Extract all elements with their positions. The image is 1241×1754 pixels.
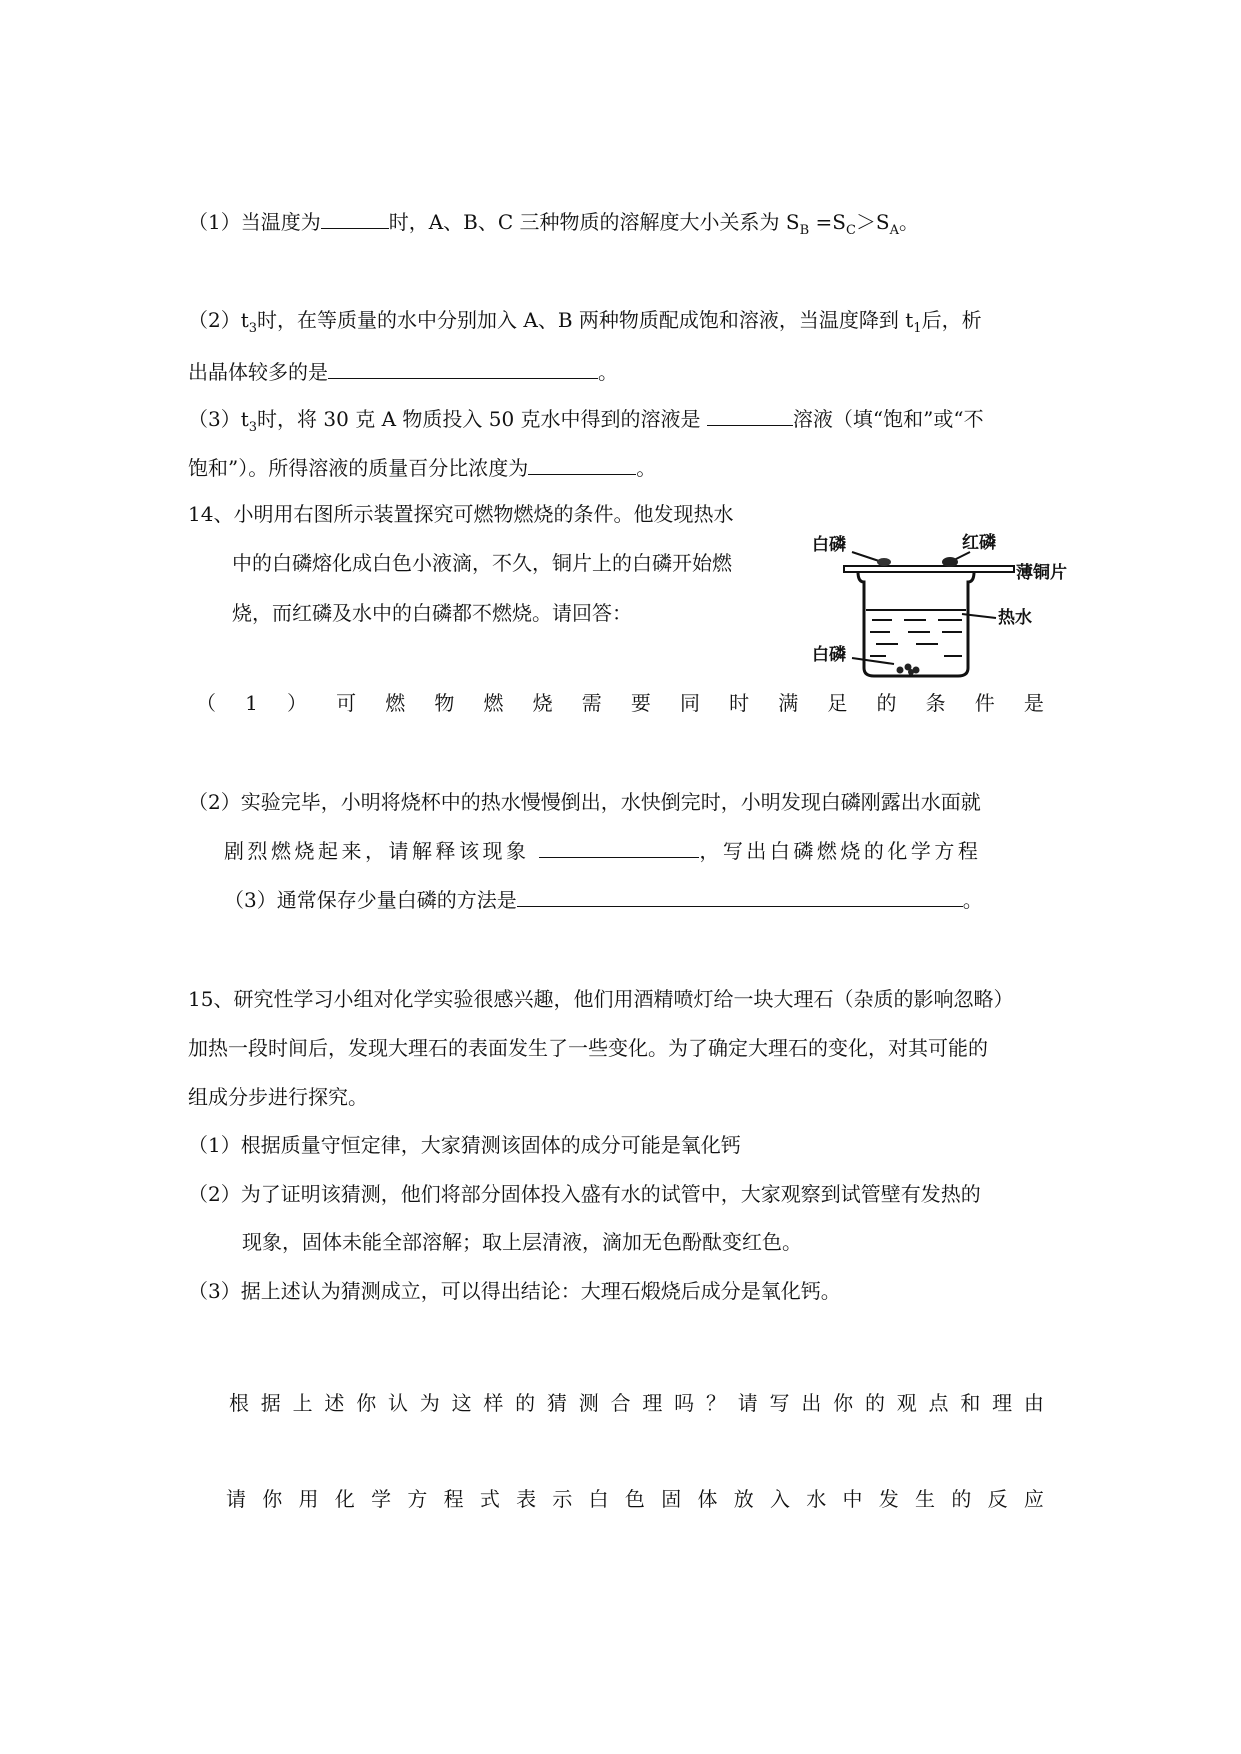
spread-char: 色 bbox=[624, 1487, 645, 1511]
q15-step3-text: （3）据上述认为猜测成立，可以得出结论：大理石煅烧后成分是氧化钙。 bbox=[188, 1279, 841, 1303]
q14-part3-text-end: 。 bbox=[962, 888, 983, 912]
q14-part1 bbox=[196, 689, 1044, 717]
white-phosphorus-on-sheet bbox=[877, 558, 891, 566]
spread-char: 需 bbox=[581, 691, 602, 715]
q13-part1-text-a: （1）当温度为 bbox=[188, 210, 321, 234]
q15-question-reasonable bbox=[229, 1389, 1044, 1417]
q13-part1-sub-c: C bbox=[845, 223, 856, 238]
spread-char: 固 bbox=[661, 1487, 682, 1511]
q13-part3-text-b: 时，将 30 克 A 物质投入 50 克水中得到的溶液是 bbox=[257, 407, 707, 431]
water-lines bbox=[866, 610, 966, 656]
spread-char: 请 bbox=[737, 1391, 758, 1415]
spread-char: ？ bbox=[705, 1391, 726, 1415]
spread-char: 请 bbox=[226, 1487, 246, 1511]
q13-part2-sub-t1: 1 bbox=[913, 321, 922, 336]
q14-part3-text: （3）通常保存少量白磷的方法是 bbox=[224, 888, 517, 912]
spread-char: 述 bbox=[324, 1391, 345, 1415]
q14-part2-text-2b: ，写出白磷燃烧的化学方程 bbox=[699, 839, 982, 863]
q13-part3-text-end: 。 bbox=[636, 456, 657, 480]
spread-char: 是 bbox=[1023, 691, 1044, 715]
q13-part2-text-end: 。 bbox=[598, 360, 618, 384]
spread-char: 和 bbox=[960, 1391, 981, 1415]
q15-step2-text-2: 现象，固体未能全部溶解；取上层清液，滴加无色酚酞变红色。 bbox=[242, 1230, 802, 1254]
q14-part3 bbox=[224, 886, 983, 914]
red-phosphorus bbox=[942, 557, 958, 567]
q13-part3-text-c: 溶液（填“饱和”或“不 bbox=[792, 407, 984, 431]
q15-intro-text-3: 组成分步进行探究。 bbox=[188, 1085, 368, 1109]
q15-intro-line3 bbox=[188, 1083, 368, 1111]
spread-char: ） bbox=[286, 691, 307, 715]
spread-char: 点 bbox=[928, 1391, 949, 1415]
q13-part3-line1 bbox=[188, 405, 984, 433]
spread-char: 反 bbox=[987, 1487, 1008, 1511]
spread-char: 根 bbox=[229, 1391, 249, 1415]
spread-char: 出 bbox=[801, 1391, 822, 1415]
spread-char: 件 bbox=[974, 691, 995, 715]
q14-intro-text-2: 中的白磷熔化成白色小液滴，不久，铜片上的白磷开始燃 bbox=[232, 551, 732, 575]
q15-step2-text-1: （2）为了证明该猜测，他们将部分固体投入盛有水的试管中，大家观察到试管壁有发热的 bbox=[188, 1182, 981, 1206]
spread-char: 放 bbox=[733, 1487, 754, 1511]
q13-part2-text-b: 时，在等质量的水中分别加入 A、B 两种物质配成饱和溶液，当温度降到 t bbox=[257, 308, 914, 332]
spread-char: 发 bbox=[878, 1487, 899, 1511]
leader-white-bottom bbox=[852, 658, 894, 664]
q15-step1-text: （1）根据质量守恒定律，大家猜测该固体的成分可能是氧化钙 bbox=[188, 1133, 741, 1157]
label-white-phosphorus-top: 白磷 bbox=[812, 535, 846, 555]
q13-part2-text-line2: 出晶体较多的是 bbox=[188, 360, 328, 384]
q15-question-equation bbox=[226, 1485, 1044, 1513]
q13-part2-text-c: 后，析 bbox=[921, 308, 982, 332]
spread-char: 由 bbox=[1023, 1391, 1044, 1415]
spread-char: 化 bbox=[334, 1487, 355, 1511]
spread-char: 满 bbox=[778, 691, 799, 715]
spread-char: 足 bbox=[827, 691, 848, 715]
q14-intro-text-3: 烧，而红磷及水中的白磷都不燃烧。请回答： bbox=[232, 601, 632, 625]
copper-sheet bbox=[844, 566, 1014, 572]
spread-char: 体 bbox=[697, 1487, 718, 1511]
spread-char: 中 bbox=[842, 1487, 863, 1511]
spread-char: 吗 bbox=[674, 1391, 695, 1415]
spread-char: 表 bbox=[516, 1487, 537, 1511]
q13-part3-answer-blank-2[interactable] bbox=[528, 454, 636, 475]
q14-part2-text-1: （2）实验完毕，小明将烧杯中的热水慢慢倒出，水快倒完时，小明发现白磷刚露出水面就 bbox=[188, 790, 981, 814]
q14-part2-line2 bbox=[224, 837, 981, 865]
q14-intro-line1 bbox=[188, 500, 733, 528]
experiment-diagram bbox=[812, 530, 1074, 680]
q13-part3-answer-blank-1[interactable] bbox=[707, 405, 793, 426]
q13-part2-sub-t3: 3 bbox=[248, 321, 258, 336]
q13-part1-text-d: ＞S bbox=[855, 210, 890, 234]
spread-char: 示 bbox=[552, 1487, 573, 1511]
q13-part3-text-a: （3）t bbox=[188, 407, 249, 431]
q13-part3-text-line2: 饱和”）。所得溶液的质量百分比浓度为 bbox=[188, 456, 529, 480]
label-white-phosphorus-bottom: 白磷 bbox=[812, 645, 846, 665]
spread-char: 样 bbox=[483, 1391, 504, 1415]
label-copper-sheet: 薄铜片 bbox=[1016, 563, 1067, 583]
q14-part3-answer-blank[interactable] bbox=[517, 886, 963, 907]
spread-char: 程 bbox=[443, 1487, 464, 1511]
spread-char: 要 bbox=[630, 691, 651, 715]
q13-part1-text-c: =S bbox=[809, 210, 846, 234]
spread-char: 烧 bbox=[532, 691, 553, 715]
q15-intro-line1 bbox=[188, 985, 1013, 1013]
spread-char: 物 bbox=[434, 691, 455, 715]
spread-char: 理 bbox=[642, 1391, 663, 1415]
q14-intro-text-1: 14、小明用右图所示装置探究可燃物燃烧的条件。他发现热水 bbox=[188, 502, 734, 526]
q14-part2-answer-blank[interactable] bbox=[539, 837, 699, 858]
q13-part1-answer-blank[interactable] bbox=[321, 208, 389, 229]
spread-char: 燃 bbox=[483, 691, 504, 715]
spread-char: 应 bbox=[1023, 1487, 1044, 1511]
spread-char: 水 bbox=[806, 1487, 827, 1511]
spread-char: 入 bbox=[769, 1487, 790, 1511]
leader-white-top bbox=[852, 552, 882, 562]
spread-char: 时 bbox=[729, 691, 750, 715]
q14-part2-line1 bbox=[188, 788, 981, 816]
spread-char: 1 bbox=[245, 691, 258, 715]
q15-intro-line2 bbox=[188, 1034, 988, 1062]
spread-char: 写 bbox=[769, 1391, 790, 1415]
q13-part1 bbox=[188, 208, 919, 236]
q14-intro-line2 bbox=[232, 549, 732, 577]
q13-part1-sub-a: A bbox=[889, 223, 900, 238]
spread-char: 上 bbox=[292, 1391, 313, 1415]
spread-char: （ bbox=[196, 691, 216, 715]
spread-char: 你 bbox=[356, 1391, 377, 1415]
q13-part2-line2 bbox=[188, 358, 618, 386]
spread-char: 你 bbox=[833, 1391, 854, 1415]
spread-char: 同 bbox=[679, 691, 700, 715]
q13-part2-text-a: （2）t bbox=[188, 308, 249, 332]
spread-char: 的 bbox=[951, 1487, 972, 1511]
q15-step2-line2 bbox=[242, 1228, 802, 1256]
spread-char: 据 bbox=[260, 1391, 281, 1415]
spread-char: 用 bbox=[298, 1487, 319, 1511]
spread-char: 方 bbox=[407, 1487, 428, 1511]
spread-char: 测 bbox=[578, 1391, 599, 1415]
spread-char: 认 bbox=[387, 1391, 408, 1415]
spread-char: 的 bbox=[876, 691, 897, 715]
q15-intro-text-2: 加热一段时间后，发现大理石的表面发生了一些变化。为了确定大理石的变化，对其可能的 bbox=[188, 1036, 988, 1060]
q13-part1-text-b: 时，A、B、C 三种物质的溶解度大小关系为 S bbox=[388, 210, 800, 234]
spread-char: 你 bbox=[262, 1487, 283, 1511]
spread-char: 条 bbox=[925, 691, 946, 715]
spread-char: 式 bbox=[479, 1487, 500, 1511]
spread-char: 合 bbox=[610, 1391, 631, 1415]
spread-char: 猜 bbox=[546, 1391, 567, 1415]
spread-char: 为 bbox=[419, 1391, 440, 1415]
q13-part3-line2 bbox=[188, 454, 656, 482]
spread-char: 可 bbox=[336, 691, 357, 715]
spread-char: 学 bbox=[371, 1487, 392, 1511]
spread-char: 的 bbox=[864, 1391, 885, 1415]
q15-intro-text-1: 15、研究性学习小组对化学实验很感兴趣，他们用酒精喷灯给一块大理石（杂质的影响忽略） bbox=[188, 987, 1014, 1011]
q13-part1-text-e: 。 bbox=[899, 210, 920, 234]
spread-char: 生 bbox=[915, 1487, 936, 1511]
leader-red bbox=[954, 552, 970, 560]
q13-part1-sub-b: B bbox=[799, 223, 810, 238]
q14-part2-text-2a: 剧烈燃烧起来，请解释该现象 bbox=[224, 839, 530, 863]
spread-char: 观 bbox=[896, 1391, 917, 1415]
spread-char: 的 bbox=[515, 1391, 536, 1415]
q13-part3-sub-t3: 3 bbox=[248, 420, 258, 435]
q13-part2-line1 bbox=[188, 306, 982, 334]
q15-step1 bbox=[188, 1131, 741, 1159]
label-hot-water: 热水 bbox=[998, 608, 1032, 628]
label-red-phosphorus: 红磷 bbox=[962, 533, 996, 553]
spread-char: 燃 bbox=[385, 691, 406, 715]
q15-step2-line1 bbox=[188, 1180, 981, 1208]
spread-char: 白 bbox=[588, 1487, 609, 1511]
q14-intro-line3 bbox=[232, 599, 632, 627]
q13-part2-answer-blank[interactable] bbox=[328, 358, 598, 379]
spread-char: 这 bbox=[451, 1391, 472, 1415]
q15-step3 bbox=[188, 1277, 841, 1305]
white-phosphorus-underwater bbox=[897, 664, 920, 676]
spread-char: 理 bbox=[992, 1391, 1013, 1415]
